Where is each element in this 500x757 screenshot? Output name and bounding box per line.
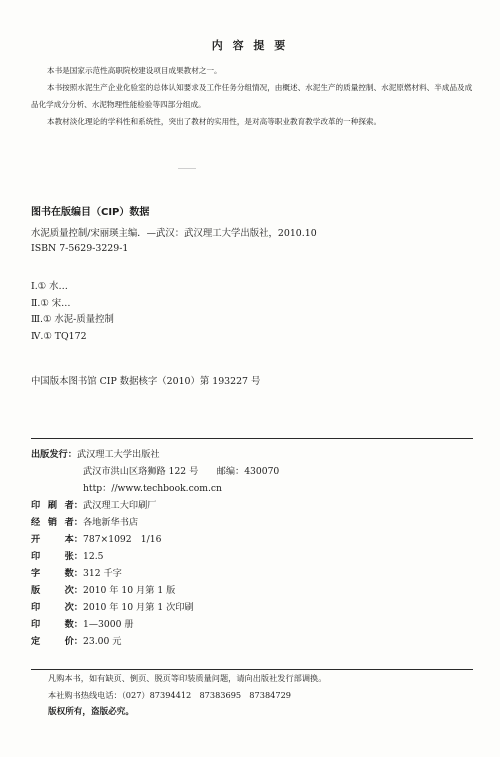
summary-paragraph: 本书是国家示范性高职院校建设项目成果教材之一。 (47, 66, 222, 75)
edition-value: 2010 年 10 月第 1 版 (83, 585, 176, 596)
label-char: 印 (31, 602, 41, 613)
summary-block (31, 62, 473, 130)
classification-item: Ⅳ.① TQ172 (31, 330, 87, 342)
price-label (31, 633, 83, 647)
words-value: 312 千字 (83, 568, 122, 579)
publisher-row (31, 446, 473, 463)
sheets-value: 12.5 (83, 551, 104, 562)
quality-notice: 凡购本书，如有缺页、倒页、脱页等印装质量问题，请向出版社发行部调换。 (48, 673, 327, 683)
print-speck (178, 168, 196, 169)
edition-label (31, 582, 83, 596)
label-char: 印 (31, 551, 41, 562)
footer-block (31, 670, 473, 721)
price-value: 23.00 元 (83, 636, 122, 647)
label-char: 次： (64, 585, 83, 596)
label-char: 销 (47, 517, 57, 528)
label-char: 数： (64, 568, 83, 579)
label-char: 经 (31, 517, 41, 528)
label-char: 数： (64, 619, 83, 630)
printing-label (31, 599, 83, 613)
label-char: 印 (31, 500, 41, 511)
divider-top (31, 438, 473, 439)
summary-paragraph: 本教材淡化理论的学科性和系统性，突出了教材的实用性，是对高等职业教育教学改革的一种探索。 (47, 117, 382, 126)
publisher-label: 出版发行： (31, 449, 77, 460)
label-char: 次： (64, 602, 83, 613)
classification-list (31, 279, 114, 345)
printing-value: 2010 年 10 月第 1 次印刷 (83, 602, 194, 613)
label-char: 刷 (47, 500, 57, 511)
distributor-label (31, 514, 83, 528)
printer-label (31, 497, 83, 511)
printer-row (31, 497, 473, 514)
label-char: 张： (64, 551, 83, 562)
edition-row (31, 582, 473, 599)
label-char: 价： (64, 636, 83, 647)
distributor-row (31, 514, 473, 531)
words-row (31, 565, 473, 582)
summary-title: 内 容 提 要 (211, 39, 289, 52)
distributor-name: 各地新华书店 (83, 517, 139, 528)
isbn: ISBN 7-5629-3229-1 (31, 243, 129, 254)
sales-hotline: 本社购书热线电话：（027）87394412 87383695 87384729 (48, 690, 291, 700)
format-row (31, 531, 473, 548)
cip-record-block (31, 226, 317, 256)
label-char: 者： (64, 517, 83, 528)
label-char: 本： (64, 534, 83, 545)
print-run-label (31, 616, 83, 630)
imprint-block (31, 446, 473, 650)
summary-paragraph: 本书按照水泥生产企业化验室的总体认知要求及工作任务分组情况，由概述、水泥生产的质量控制、水泥原燃材料、半成品及成品化学成分分析、水泥物理性能检验等四部分组成。 (31, 83, 473, 109)
publisher-website: http：//www.techbook.com.cn (83, 483, 222, 494)
print-run-row (31, 616, 473, 633)
label-char: 印 (31, 619, 41, 630)
label-char: 开 (31, 534, 41, 545)
rights-notice: 版权所有，盗版必究。 (48, 707, 134, 717)
address-row (31, 463, 473, 480)
publisher-address: 武汉市洪山区珞狮路 122 号 邮编：430070 (83, 466, 280, 477)
printing-row (31, 599, 473, 616)
cip-record: 水泥质量控制/宋丽瑛主编．—武汉：武汉理工大学出版社，2010.10 (31, 228, 317, 239)
sheets-row (31, 548, 473, 565)
label-char: 定 (31, 636, 41, 647)
cip-check-number: 中国版本图书馆 CIP 数据核字（2010）第 193227 号 (31, 376, 261, 387)
format-value: 787×1092 1/16 (83, 534, 162, 545)
classification-item: Ⅰ.① 水… (31, 281, 68, 292)
words-label (31, 565, 83, 579)
format-label (31, 531, 83, 545)
printer-name: 武汉理工大印刷厂 (83, 500, 157, 511)
label-char: 者： (64, 500, 83, 511)
cip-heading: 图书在版编目（CIP）数据 (31, 207, 150, 218)
publisher-name: 武汉理工大学出版社 (76, 449, 160, 460)
classification-item: Ⅱ.① 宋… (31, 297, 71, 309)
classification-item: Ⅲ.① 水泥-质量控制 (31, 314, 114, 325)
sheets-label (31, 548, 83, 562)
label-char: 版 (31, 585, 41, 596)
price-row (31, 633, 473, 650)
label-char: 字 (31, 568, 41, 579)
website-row (31, 480, 473, 497)
print-run-value: 1—3000 册 (83, 619, 134, 630)
